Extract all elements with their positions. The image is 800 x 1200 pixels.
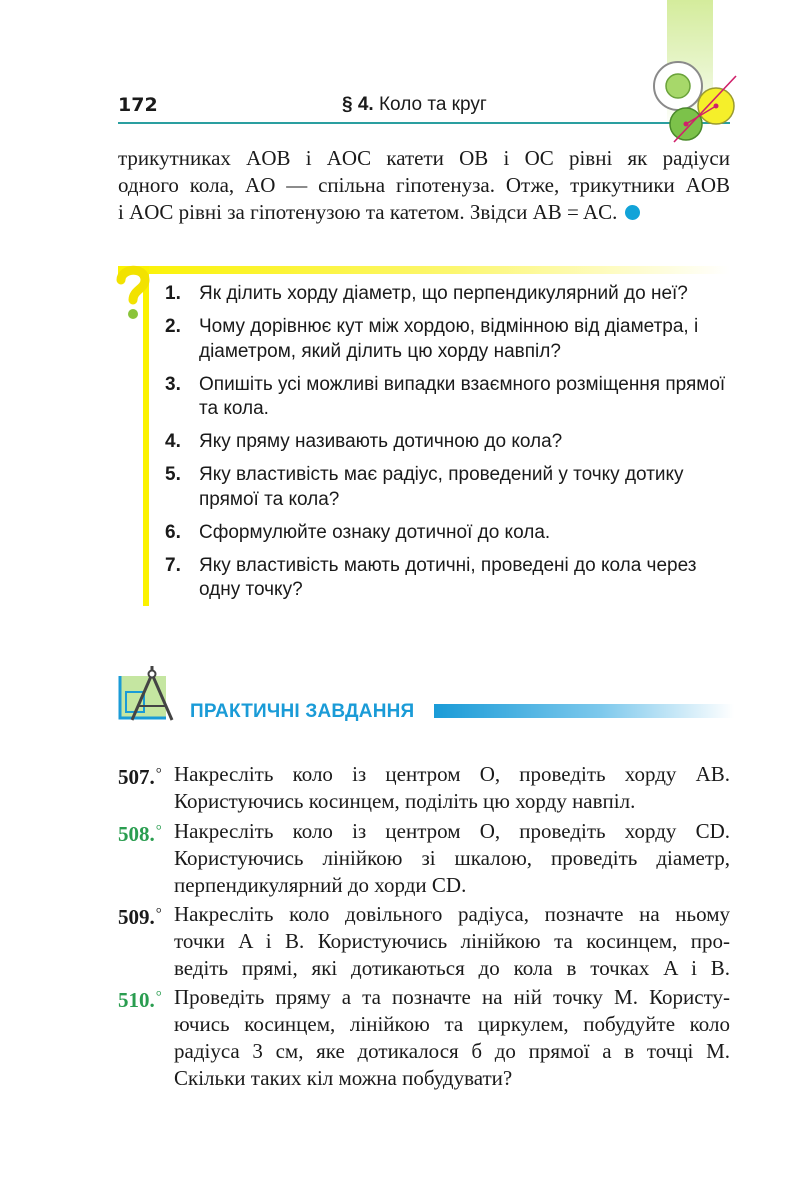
intro-paragraph	[118, 145, 730, 226]
review-questions-list	[165, 282, 731, 611]
exercise-507	[118, 761, 730, 815]
questions-top-band	[118, 266, 730, 274]
exercise-number: 509.°	[118, 905, 162, 929]
end-of-proof-dot-icon	[625, 205, 640, 220]
intro-line-3: і AOC рівні за гіпотенузою та катетом. Звідси AB = AC.	[118, 200, 618, 224]
exercise-text: Накресліть коло із центром O, проведіть хорду CD. Користуючись лінійкою зі шкалою, проведіть діаметр, перпендикулярний до хорди CD.	[174, 819, 730, 897]
question-number: 2.	[165, 316, 181, 337]
intro-line-1: трикутниках AOB і AOC катети OB і OC рівні як радіуси	[118, 146, 730, 170]
question-text: Яку властивість мають дотичні, проведені до кола через одну точку?	[199, 554, 697, 600]
exercise-text: Накресліть коло із центром O, проведіть хорду AB. Користуючись косинцем, поділіть цю хорду навпіл.	[174, 762, 730, 813]
section-title	[342, 94, 487, 116]
exercise-number: 507.°	[118, 765, 162, 789]
question-text: Опишіть усі можливі випадки взаємного розміщення прямої та кола.	[199, 373, 726, 419]
question-number: 1.	[165, 283, 181, 304]
question-item	[165, 373, 731, 422]
question-item	[165, 463, 731, 512]
question-number: 6.	[165, 521, 181, 543]
question-number: 7.	[165, 554, 181, 576]
circles-logo-icon	[648, 58, 738, 148]
question-text: Як ділить хорду діаметр, що перпендикулярний до неї?	[199, 283, 688, 304]
header-rule	[118, 122, 730, 124]
question-text: Сформулюйте ознаку дотичної до кола.	[199, 521, 551, 543]
exercise-text: Накресліть коло довільного радіуса, позначте на ньому точки A і B. Користуючись лінійкою та косинцем, про- ведіть прямі, які дотикаються до кола в точках A і B.	[174, 902, 730, 980]
question-text: Яку пряму називають дотичною до кола?	[199, 431, 563, 452]
intro-line-3-wrap	[118, 199, 730, 226]
practical-tasks-title: ПРАКТИЧНІ ЗАВДАННЯ	[190, 701, 415, 722]
exercise-number: 510.°	[118, 988, 162, 1012]
intro-line-2: одного кола, AO — спільна гіпотенуза. Отже, трикутники AOB	[118, 173, 730, 197]
practical-tasks-bar	[434, 704, 734, 718]
page-number: 172	[118, 94, 158, 116]
exercise-text: Проведіть пряму a та позначте на ній точку M. Користу- ючись косинцем, лінійкою та циркулем, побудуйте коло радіуса 3 см, яке дотикалося б до прямої a в точці M. Скільки таких кіл можна побудувати?	[174, 985, 730, 1090]
exercise-510	[118, 984, 730, 1092]
question-mark-icon	[115, 262, 151, 322]
section-mark: § 4.	[342, 94, 374, 115]
question-number: 3.	[165, 373, 181, 395]
compass-ruler-icon	[116, 662, 188, 726]
exercise-509	[118, 901, 730, 982]
question-item	[165, 282, 731, 307]
question-number: 4.	[165, 431, 181, 452]
question-item	[165, 315, 731, 364]
question-text: Яку властивість має радіус, проведений у точку дотику прямої та кола?	[199, 464, 684, 510]
exercise-number: 508.°	[118, 822, 162, 846]
exercise-508	[118, 818, 730, 899]
question-item	[165, 430, 731, 455]
section-title-text: Коло та круг	[378, 94, 487, 115]
question-item	[165, 554, 731, 603]
question-text: Чому дорівнює кут між хордою, відмінною від діаметра, і діаметром, який ділить цю хорду навпіл?	[199, 316, 699, 362]
question-number: 5.	[165, 464, 181, 485]
question-item	[165, 521, 731, 546]
